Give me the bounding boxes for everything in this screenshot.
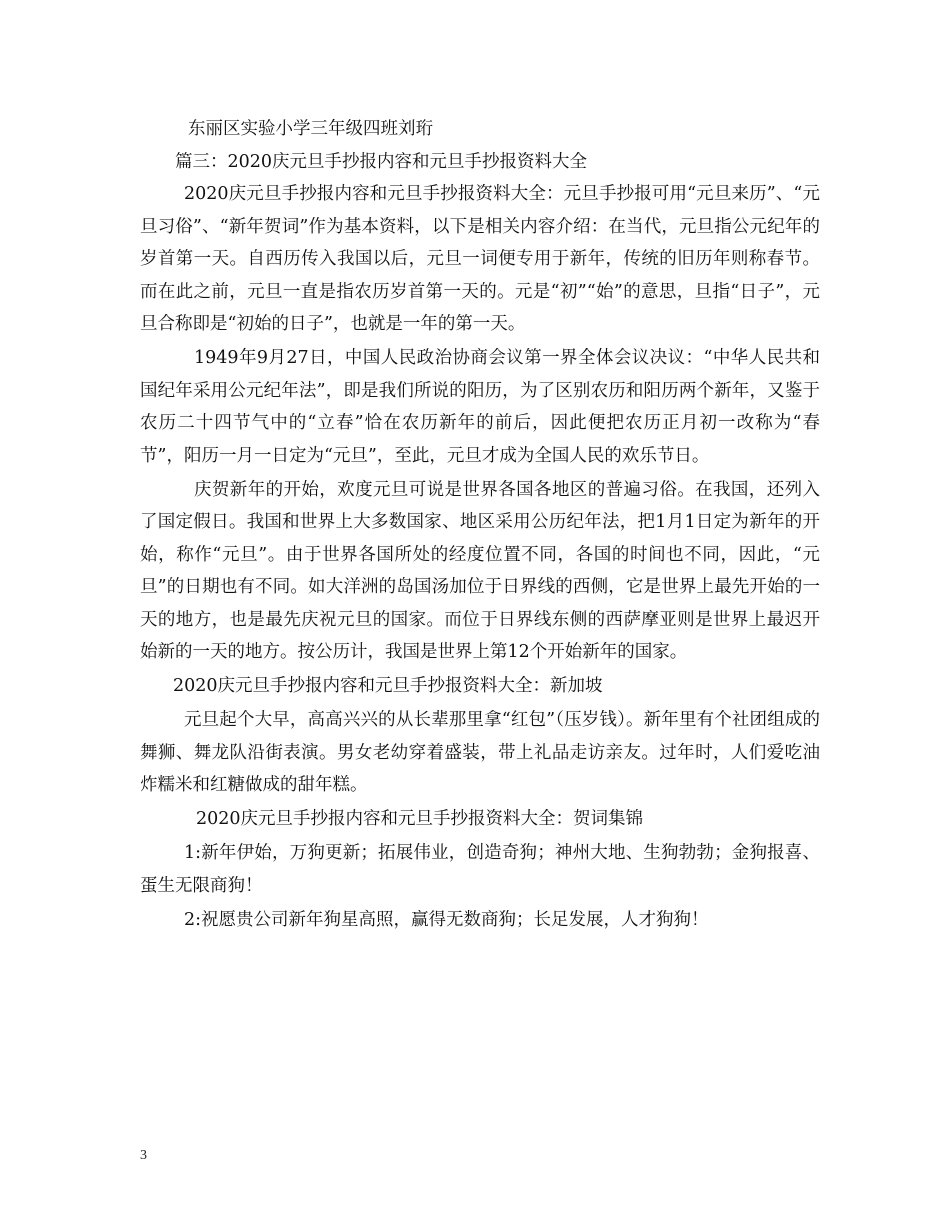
paragraph-customs: 庆贺新年的开始，欢度元旦可说是世界各国各地区的普遍习俗。在我国，还列入了国定假日。我国和世界上大多数国家、地区采用公历纪年法，把1月1日定为新年的开始，称作“元旦”。由于世界各国所处的经度位置不同，各国的时间也不同，因此，“元旦”的日期也有不同。如大洋洲的岛国汤加位于日界线的西侧，它是世界上最先开始的一天的地方，也是最先庆祝元旦的国家。而位于日界线东侧的西萨摩亚则是世界上最迟开始新的一天的地方。按公历计，我国是世界上第12个开始新年的国家。: [140, 479, 820, 662]
greeting-item-1: 1:新年伊始，万狗更新；拓展伟业，创造奇狗；神州大地、生狗勃勃；金狗报喜、蛋生无限商狗！: [140, 843, 820, 896]
paragraph-origin: 2020庆元旦手抄报内容和元旦手抄报资料大全：元旦手抄报可用“元旦来历”、“元旦习俗”、“新年贺词”作为基本资料，以下是相关内容介绍：在当代，元旦指公元纪年的岁首第一天。自西历传入我国以后，元旦一词便专用于新年，传统的旧历年则称春节。而在此之前，元旦一直是指农历岁首第一天的。元是“初”“始”的意思，旦指“日子”，元旦合称即是“初始的日子”，也就是一年的第一天。: [140, 184, 820, 334]
paragraph-history: 1949年9月27日，中国人民政治协商会议第一界全体会议决议：“中华人民共和国纪年采用公元纪年法”，即是我们所说的阳历，为了区别农历和阳历两个新年，又鉴于农历二十四节气中的“立春”恰在农历新年的前后，因此便把农历正月初一改称为“春节”，阳历一月一日定为“元旦”，至此，元旦才成为全国人民的欢乐节日。: [140, 348, 820, 466]
page-number: 3: [140, 1148, 147, 1163]
section-title: 篇三：2020庆元旦手抄报内容和元旦手抄报资料大全: [175, 151, 588, 172]
paragraph-singapore: 元旦起个大早，高高兴兴的从长辈那里拿“红包”（压岁钱）。新年里有个社团组成的舞狮、舞龙队沿街表演。男女老幼穿着盛装，带上礼品走访亲友。过年时，人们爱吃油炸糯米和红糖做成的甜年糕。: [140, 710, 820, 795]
greeting-item-2: 2:祝愿贵公司新年狗星高照，赢得无数商狗；长足发展，人才狗狗！: [184, 909, 709, 930]
author-line: 东丽区实验小学三年级四班刘珩: [188, 119, 433, 139]
subheading-greetings: 2020庆元旦手抄报内容和元旦手抄报资料大全：贺词集锦: [196, 809, 644, 829]
document-body: [140, 113, 820, 938]
subheading-singapore: 2020庆元旦手抄报内容和元旦手抄报资料大全：新加坡: [173, 676, 603, 696]
